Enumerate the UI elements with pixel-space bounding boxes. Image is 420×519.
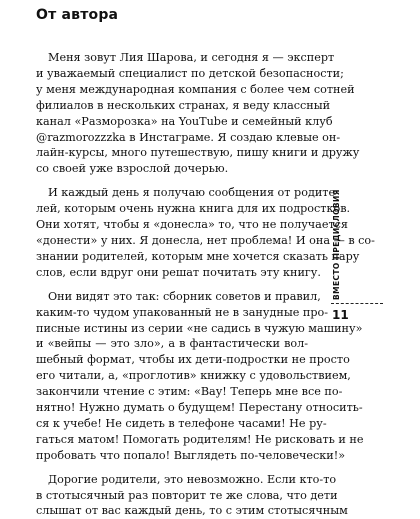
text-line: филиалов в нескольких странах, я веду классный bbox=[36, 98, 331, 112]
text-line: знании родителей, которым мне хочется сказать пару bbox=[36, 249, 360, 263]
text-line: со своей уже взрослой дочерью. bbox=[36, 162, 229, 176]
text-line: в стотысячный раз повторит те же слова, что дети bbox=[36, 488, 338, 502]
running-section-label bbox=[330, 189, 344, 300]
text-line: слов, если вдруг они решат почитать эту книгу. bbox=[36, 265, 321, 279]
text-line: каким-то чудом упакованный не в занудные про- bbox=[36, 305, 329, 319]
text-line: нятно! Нужно думать о будущем! Перестану отноcить- bbox=[36, 401, 363, 415]
text-line: шебный формат, чтобы их дети-подростки не просто bbox=[36, 353, 350, 367]
text-line: Меня зовут Лия Шарова, и сегодня я — эксперт bbox=[48, 51, 335, 64]
text-line: лей, которым очень нужна книга для их подростков. bbox=[36, 202, 351, 216]
paragraph-4 bbox=[36, 472, 348, 519]
section-label-text: ВМЕСТО ПРЕДИСЛОВИЯ bbox=[332, 189, 341, 300]
text-line: у меня международная компания с более чем сотней bbox=[36, 82, 355, 96]
text-line: закончили чтение с этим: «Вау! Теперь мне все по- bbox=[36, 385, 343, 399]
text-line: И каждый день я получаю сообщения от родите- bbox=[48, 186, 339, 200]
text-line: и «вейпы — это зло», а в фантастически вол- bbox=[36, 337, 308, 351]
text-line: ся к учебе! Не сидеть в телефоне часами! Не ру- bbox=[36, 416, 327, 430]
text-line: Дорогие родители, это невозможно. Если кто-то bbox=[48, 472, 337, 486]
text-line: лайн-курсы, много путешествую, пишу книги и дружу bbox=[36, 146, 360, 160]
text-line: писные истины из серии «не садись в чужую машину» bbox=[36, 321, 363, 335]
text-line: «донести» у них. Я донесла, нет проблема! И она — в со- bbox=[36, 233, 375, 247]
section-heading: От автора bbox=[36, 7, 119, 23]
text-line: канал «Разморозка» на YouTube и семейный клуб bbox=[36, 114, 333, 128]
text-line: гаться матом! Помогать родителям! Не рисковать и не bbox=[36, 432, 364, 446]
page-number: 11 bbox=[332, 308, 349, 322]
text-line: его читали, а, «проглотив» книжку с удовольствием, bbox=[36, 369, 351, 383]
paragraph-1 bbox=[36, 50, 360, 177]
text-line: @razmorozzzka в Инстаграме. Я создаю клевые он- bbox=[36, 130, 341, 144]
text-line: Они видят это так: сборник советов и правил, bbox=[48, 289, 321, 303]
text-line: Они хотят, чтобы я «донесла» то, что не получается bbox=[36, 218, 348, 232]
text-line: слышат от вас каждый день, то с этим стотысячным bbox=[36, 504, 348, 518]
text-line: пробовать что попало! Выглядеть по-человечески!» bbox=[36, 448, 346, 462]
dashed-divider bbox=[331, 303, 383, 304]
text-line: и уважаемый специалист по детской безопасности; bbox=[36, 66, 344, 80]
